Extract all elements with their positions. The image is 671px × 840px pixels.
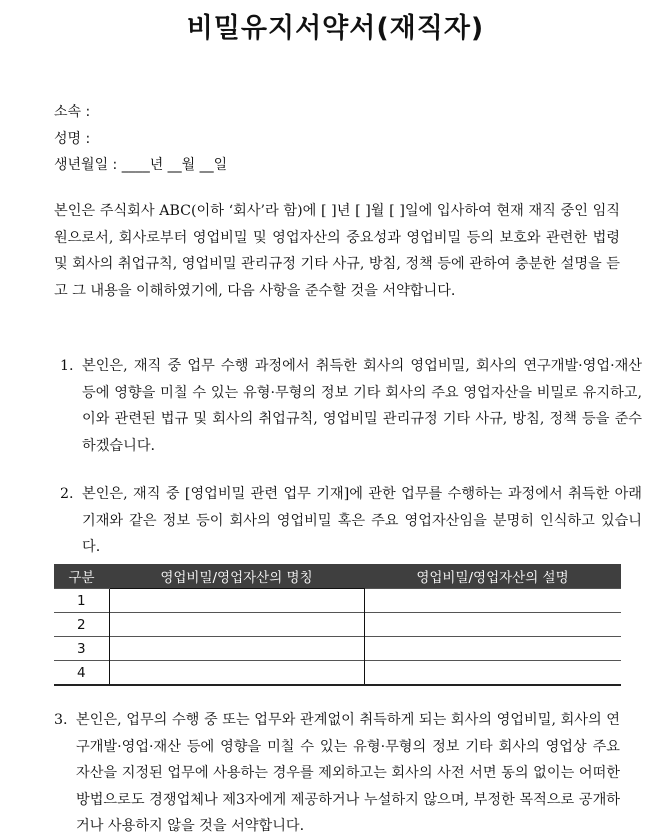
column-header-name: 영업비밀/영업자산의 명칭 [109,564,364,589]
page-title: 비밀유지서약서(재직자) [186,13,485,44]
clause-number: 1. [60,358,74,374]
secret-name-cell[interactable] [109,637,364,661]
row-number: 1 [54,589,109,613]
clause-text: 본인은, 재직 중 업무 수행 과정에서 취득한 회사의 영업비밀, 회사의 연구개발·영업·재산 등에 영향을 미칠 수 있는 유형·무형의 정보 기타 회사의 주요 영업자산을 비밀로 유지하고, 이와 관련된 법규 및 회사의 취업규칙, 영업비밀 관리규정 기타 사규, 방침, 정책 등을 준수하겠습니다. [82,358,642,454]
table-row [54,661,621,686]
secret-name-cell[interactable] [109,589,364,613]
table-row [54,613,621,637]
intro-paragraph: 본인은 주식회사 ABC(이하 ‘회사’라 함)에 [ ]년 [ ]월 [ ]일에 입사하여 현재 재직 중인 임직원으로서, 회사로부터 영업비밀 및 영업자산의 중요성과 영업비밀 등의 보호와 관련한 법령 및 회사의 취업규칙, 영업비밀 관리규정 기타 사규, 방침, 정책 등에 관하여 충분한 설명을 듣고 그 내용을 이해하였기에, 다음 사항을 준수할 것을 서약합니다. [54,203,620,299]
clause-1 [60,353,642,459]
secret-description-cell[interactable] [364,637,621,661]
clause-text: 본인은, 재직 중 [영업비밀 관련 업무 기재]에 관한 업무를 수행하는 과정에서 취득한 아래 기재와 같은 정보 등이 회사의 영업비밀 혹은 주요 영업자산임을 분명히 인식하고 있습니다. [82,486,642,555]
secret-description-cell[interactable] [364,661,621,686]
table-row [54,589,621,613]
secret-description-cell[interactable] [364,613,621,637]
table-header-row [54,564,621,589]
clause-3 [54,707,620,840]
secret-name-cell[interactable] [109,661,364,686]
name-field: 성명 : [54,131,91,147]
table-row [54,637,621,661]
column-header-description: 영업비밀/영업자산의 설명 [364,564,621,589]
row-number: 4 [54,661,109,686]
secret-name-cell[interactable] [109,613,364,637]
row-number: 3 [54,637,109,661]
clause-2 [60,481,642,561]
secret-description-cell[interactable] [364,589,621,613]
row-number: 2 [54,613,109,637]
birthdate-field: 생년월일 : ____년 __월 __일 [54,157,228,173]
trade-secret-table [54,564,621,686]
clause-text: 본인은, 업무의 수행 중 또는 업무와 관계없이 취득하게 되는 회사의 영업비밀, 회사의 연구개발·영업·재산 등에 영향을 미칠 수 있는 유형·무형의 정보 기타 회사의 영업상 주요 자산을 지정된 업무에 사용하는 경우를 제외하고는 회사의 사전 서면 동의 없이는 어떠한 방법으로도 경쟁업체나 제3자에게 제공하거나 누설하지 않으며, 부정한 목적으로 공개하거나 사용하지 않을 것을 서약합니다. [76,712,620,834]
affiliation-field: 소속 : [54,104,91,120]
clause-number: 3. [54,712,68,728]
clause-number: 2. [60,486,74,502]
column-header-category: 구분 [54,564,109,589]
